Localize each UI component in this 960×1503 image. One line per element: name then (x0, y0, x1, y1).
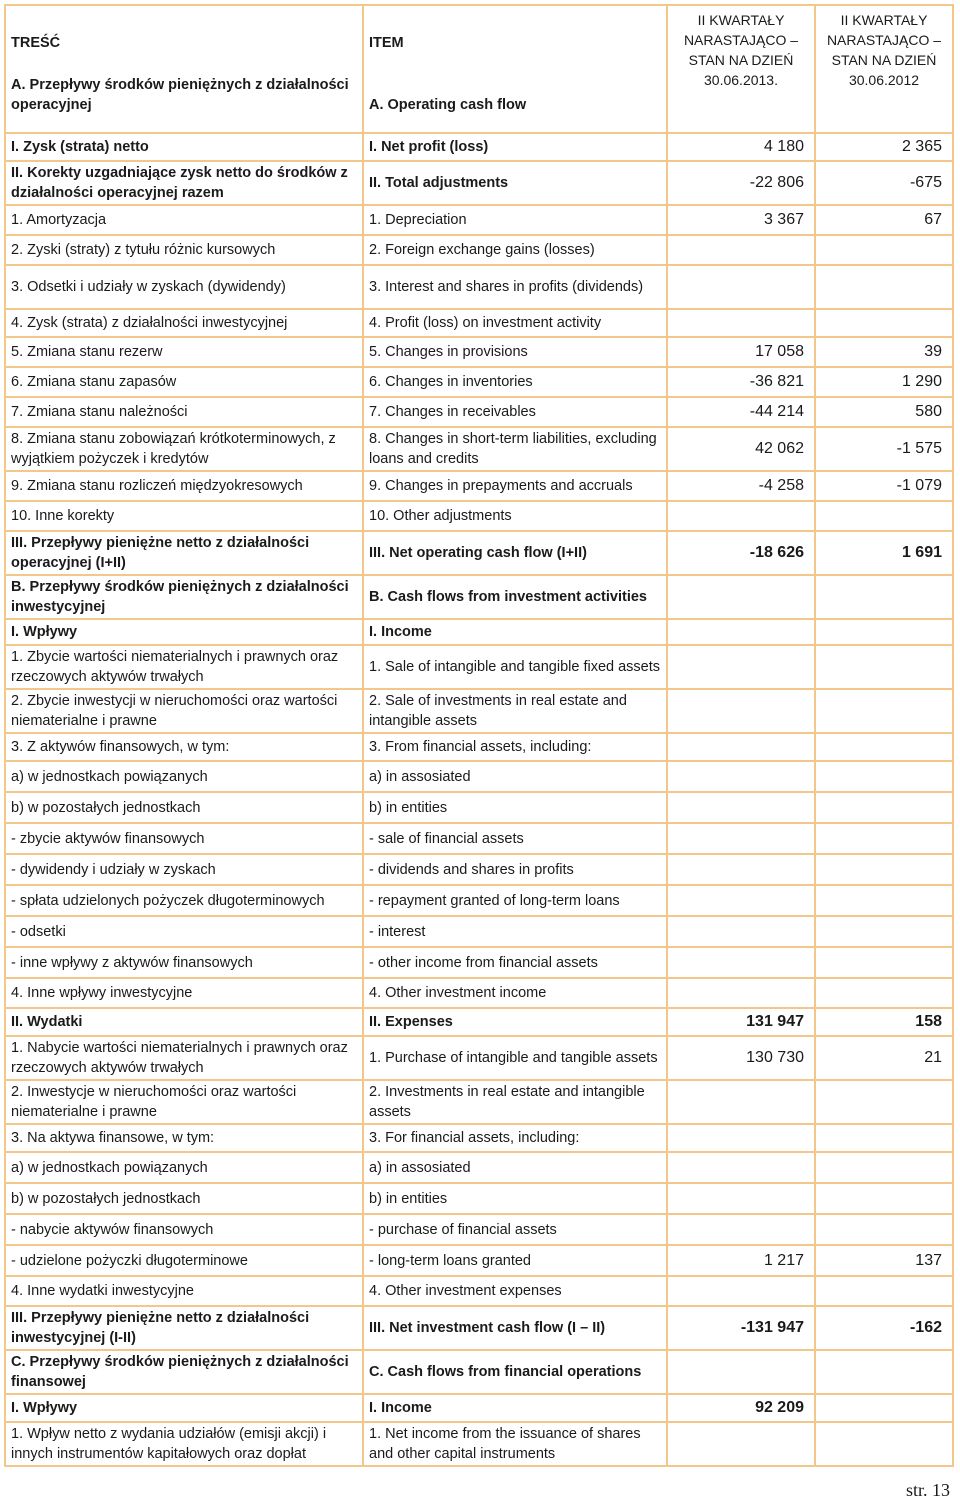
value-2013 (667, 823, 815, 854)
value-2013: 92 209 (667, 1394, 815, 1422)
value-2012 (815, 947, 953, 978)
table-row (5, 1394, 953, 1422)
item-label-pl: 9. Zmiana stanu rozliczeń międzyokresowych (5, 471, 363, 501)
header-polish-column (5, 5, 363, 133)
item-label-pl: C. Przepływy środków pieniężnych z działalności finansowej (5, 1350, 363, 1394)
item-label-pl: a) w jednostkach powiązanych (5, 761, 363, 792)
item-label-en: C. Cash flows from financial operations (363, 1350, 667, 1394)
table-row (5, 471, 953, 501)
value-2012 (815, 1152, 953, 1183)
value-2013: -18 626 (667, 531, 815, 575)
item-label-pl: 4. Inne wydatki inwestycyjne (5, 1276, 363, 1306)
value-2012 (815, 1080, 953, 1124)
table-row (5, 1183, 953, 1214)
table-row (5, 792, 953, 823)
item-label-en: 5. Changes in provisions (363, 337, 667, 367)
item-label-pl: B. Przepływy środków pieniężnych z działalności inwestycyjnej (5, 575, 363, 619)
value-2012 (815, 645, 953, 689)
table-row (5, 501, 953, 531)
item-label-pl: 3. Odsetki i udziały w zyskach (dywidendy) (5, 265, 363, 309)
value-2013 (667, 1124, 815, 1152)
value-2012: 137 (815, 1245, 953, 1276)
item-label-en: a) in assosiated (363, 761, 667, 792)
header-2012-line: STAN NA DZIEŃ (831, 52, 937, 68)
table-row (5, 427, 953, 471)
value-2013 (667, 689, 815, 733)
value-2012: -675 (815, 161, 953, 205)
item-label-pl: - dywidendy i udziały w zyskach (5, 854, 363, 885)
item-label-en: - dividends and shares in profits (363, 854, 667, 885)
item-label-en: I. Net profit (loss) (363, 133, 667, 161)
value-2013: 130 730 (667, 1036, 815, 1080)
value-2013: -22 806 (667, 161, 815, 205)
header-2013-line: STAN NA DZIEŃ (688, 52, 794, 68)
item-label-pl: - nabycie aktywów finansowych (5, 1214, 363, 1245)
value-2013 (667, 854, 815, 885)
value-2013 (667, 1276, 815, 1306)
item-label-en: - long-term loans granted (363, 1245, 667, 1276)
item-label-en: 2. Sale of investments in real estate and intangible assets (363, 689, 667, 733)
value-2012: 2 365 (815, 133, 953, 161)
header-2013-line: II KWARTAŁY (697, 12, 785, 28)
value-2013: -4 258 (667, 471, 815, 501)
value-2012: 1 290 (815, 367, 953, 397)
header-2012-line: NARASTAJĄCO – (826, 32, 942, 48)
value-2012: 158 (815, 1008, 953, 1036)
item-label-en: - interest (363, 916, 667, 947)
table-row (5, 1276, 953, 1306)
header-2012-line: 30.06.2012 (848, 72, 920, 88)
value-2013 (667, 1152, 815, 1183)
value-2013: 17 058 (667, 337, 815, 367)
item-label-pl: 1. Nabycie wartości niematerialnych i prawnych oraz rzeczowych aktywów trwałych (5, 1036, 363, 1080)
table-row (5, 1350, 953, 1394)
value-2013 (667, 265, 815, 309)
value-2012: -1 079 (815, 471, 953, 501)
item-label-en: I. Income (363, 619, 667, 645)
table-row (5, 309, 953, 337)
item-label-pl: 8. Zmiana stanu zobowiązań krótkoterminowych, z wyjątkiem pożyczek i kredytów (5, 427, 363, 471)
table-row (5, 133, 953, 161)
item-label-pl: II. Korekty uzgadniające zysk netto do środków z działalności operacyjnej razem (5, 161, 363, 205)
table-row (5, 689, 953, 733)
item-label-en: 4. Profit (loss) on investment activity (363, 309, 667, 337)
item-label-pl: 2. Zbycie inwestycji w nieruchomości oraz wartości niematerialne i prawne (5, 689, 363, 733)
item-label-en: 1. Depreciation (363, 205, 667, 235)
value-2012: 580 (815, 397, 953, 427)
item-label-en: 6. Changes in inventories (363, 367, 667, 397)
table-row (5, 367, 953, 397)
item-label-en: - repayment granted of long-term loans (363, 885, 667, 916)
header-title-pl: TREŚĆ (11, 35, 61, 51)
table-row (5, 1245, 953, 1276)
value-2013 (667, 1214, 815, 1245)
value-2012: 67 (815, 205, 953, 235)
table-header-row (5, 5, 953, 133)
item-label-pl: I. Wpływy (5, 619, 363, 645)
value-2012 (815, 823, 953, 854)
value-2012 (815, 733, 953, 761)
item-label-en: 4. Other investment expenses (363, 1276, 667, 1306)
item-label-en: II. Total adjustments (363, 161, 667, 205)
item-label-pl: III. Przepływy pieniężne netto z działalności inwestycyjnej (I-II) (5, 1306, 363, 1350)
value-2012: -162 (815, 1306, 953, 1350)
table-row (5, 619, 953, 645)
value-2013 (667, 575, 815, 619)
item-label-en: 2. Investments in real estate and intangible assets (363, 1080, 667, 1124)
item-label-en: III. Net operating cash flow (I+II) (363, 531, 667, 575)
value-2013: -44 214 (667, 397, 815, 427)
value-2013 (667, 1080, 815, 1124)
item-label-pl: 7. Zmiana stanu należności (5, 397, 363, 427)
value-2012: 1 691 (815, 531, 953, 575)
value-2013 (667, 792, 815, 823)
table-row (5, 1214, 953, 1245)
table-row (5, 761, 953, 792)
table-row (5, 265, 953, 309)
item-label-en: - purchase of financial assets (363, 1214, 667, 1245)
header-period-2012 (815, 5, 953, 133)
value-2012 (815, 1350, 953, 1394)
item-label-pl: - udzielone pożyczki długoterminowe (5, 1245, 363, 1276)
item-label-en: II. Expenses (363, 1008, 667, 1036)
value-2012 (815, 501, 953, 531)
value-2012: -1 575 (815, 427, 953, 471)
item-label-en: 3. From financial assets, including: (363, 733, 667, 761)
value-2013: 4 180 (667, 133, 815, 161)
value-2012 (815, 1394, 953, 1422)
item-label-en: 1. Net income from the issuance of shares and other capital instruments (363, 1422, 667, 1466)
header-2013-line: 30.06.2013. (704, 72, 778, 88)
value-2013 (667, 309, 815, 337)
cash-flow-statement (4, 4, 952, 1467)
value-2013 (667, 645, 815, 689)
table-row (5, 854, 953, 885)
table-row (5, 1036, 953, 1080)
value-2012 (815, 575, 953, 619)
item-label-en: 3. For financial assets, including: (363, 1124, 667, 1152)
value-2012 (815, 761, 953, 792)
item-label-en: b) in entities (363, 1183, 667, 1214)
header-2012-line: II KWARTAŁY (840, 12, 928, 28)
page-number: str. 13 (905, 1480, 950, 1500)
item-label-pl: I. Zysk (strata) netto (5, 133, 363, 161)
value-2013 (667, 1422, 815, 1466)
value-2012 (815, 1214, 953, 1245)
item-label-pl: - zbycie aktywów finansowych (5, 823, 363, 854)
header-english-column (363, 5, 667, 133)
value-2012 (815, 978, 953, 1008)
item-label-pl: I. Wpływy (5, 1394, 363, 1422)
item-label-en: 1. Sale of intangible and tangible fixed assets (363, 645, 667, 689)
table-row (5, 205, 953, 235)
value-2012 (815, 1276, 953, 1306)
table-row (5, 1306, 953, 1350)
item-label-pl: 10. Inne korekty (5, 501, 363, 531)
header-2013-line: NARASTAJĄCO – (683, 32, 799, 48)
item-label-pl: b) w pozostałych jednostkach (5, 792, 363, 823)
table-row (5, 645, 953, 689)
section-title-pl: A. Przepływy środków pieniężnych z działalności operacyjnej (11, 77, 349, 113)
table-row (5, 531, 953, 575)
value-2012 (815, 792, 953, 823)
value-2013 (667, 733, 815, 761)
item-label-en: I. Income (363, 1394, 667, 1422)
table-row (5, 1124, 953, 1152)
item-label-pl: 1. Wpływ netto z wydania udziałów (emisji akcji) i innych instrumentów kapitałowych oraz dopłat (5, 1422, 363, 1466)
item-label-en: 3. Interest and shares in profits (dividends) (363, 265, 667, 309)
item-label-pl: 6. Zmiana stanu zapasów (5, 367, 363, 397)
value-2012 (815, 619, 953, 645)
value-2013 (667, 885, 815, 916)
item-label-en: B. Cash flows from investment activities (363, 575, 667, 619)
value-2012 (815, 235, 953, 265)
table-row (5, 947, 953, 978)
value-2013 (667, 235, 815, 265)
value-2012 (815, 265, 953, 309)
item-label-pl: 5. Zmiana stanu rezerw (5, 337, 363, 367)
item-label-pl: 2. Inwestycje w nieruchomości oraz wartości niematerialne i prawne (5, 1080, 363, 1124)
item-label-pl: 4. Inne wpływy inwestycyjne (5, 978, 363, 1008)
value-2013: 3 367 (667, 205, 815, 235)
table-row (5, 885, 953, 916)
value-2012: 21 (815, 1036, 953, 1080)
item-label-en: 7. Changes in receivables (363, 397, 667, 427)
table-row (5, 161, 953, 205)
value-2012 (815, 1124, 953, 1152)
table-row (5, 397, 953, 427)
header-period-2013 (667, 5, 815, 133)
value-2013 (667, 1350, 815, 1394)
item-label-en: 2. Foreign exchange gains (losses) (363, 235, 667, 265)
value-2013: -36 821 (667, 367, 815, 397)
item-label-en: 9. Changes in prepayments and accruals (363, 471, 667, 501)
value-2013 (667, 1183, 815, 1214)
value-2013 (667, 619, 815, 645)
cash-flow-table (4, 4, 954, 1467)
item-label-en: - other income from financial assets (363, 947, 667, 978)
table-row (5, 733, 953, 761)
item-label-en: 1. Purchase of intangible and tangible assets (363, 1036, 667, 1080)
table-row (5, 1152, 953, 1183)
table-row (5, 1080, 953, 1124)
item-label-en: 4. Other investment income (363, 978, 667, 1008)
value-2013 (667, 916, 815, 947)
item-label-pl: III. Przepływy pieniężne netto z działalności operacyjnej (I+II) (5, 531, 363, 575)
table-row (5, 575, 953, 619)
item-label-pl: II. Wydatki (5, 1008, 363, 1036)
value-2013 (667, 761, 815, 792)
item-label-en: b) in entities (363, 792, 667, 823)
value-2012 (815, 854, 953, 885)
item-label-en: - sale of financial assets (363, 823, 667, 854)
item-label-pl: - odsetki (5, 916, 363, 947)
item-label-en: a) in assosiated (363, 1152, 667, 1183)
item-label-pl: 1. Zbycie wartości niematerialnych i prawnych oraz rzeczowych aktywów trwałych (5, 645, 363, 689)
item-label-pl: 3. Z aktywów finansowych, w tym: (5, 733, 363, 761)
table-row (5, 235, 953, 265)
value-2012 (815, 689, 953, 733)
item-label-pl: 2. Zyski (straty) z tytułu różnic kursowych (5, 235, 363, 265)
value-2012 (815, 1183, 953, 1214)
value-2012: 39 (815, 337, 953, 367)
item-label-pl: - spłata udzielonych pożyczek długoterminowych (5, 885, 363, 916)
value-2013: 131 947 (667, 1008, 815, 1036)
table-row (5, 337, 953, 367)
table-row (5, 1008, 953, 1036)
item-label-pl: b) w pozostałych jednostkach (5, 1183, 363, 1214)
item-label-en: III. Net investment cash flow (I – II) (363, 1306, 667, 1350)
item-label-pl: 3. Na aktywa finansowe, w tym: (5, 1124, 363, 1152)
value-2013 (667, 978, 815, 1008)
table-row (5, 978, 953, 1008)
table-row (5, 916, 953, 947)
value-2012 (815, 916, 953, 947)
value-2013: -131 947 (667, 1306, 815, 1350)
value-2013: 1 217 (667, 1245, 815, 1276)
table-row (5, 1422, 953, 1466)
value-2012 (815, 885, 953, 916)
item-label-en: 10. Other adjustments (363, 501, 667, 531)
table-row (5, 823, 953, 854)
item-label-pl: - inne wpływy z aktywów finansowych (5, 947, 363, 978)
item-label-pl: a) w jednostkach powiązanych (5, 1152, 363, 1183)
value-2013: 42 062 (667, 427, 815, 471)
value-2013 (667, 501, 815, 531)
header-title-en: ITEM (369, 35, 404, 51)
item-label-pl: 1. Amortyzacja (5, 205, 363, 235)
value-2013 (667, 947, 815, 978)
value-2012 (815, 309, 953, 337)
item-label-en: 8. Changes in short-term liabilities, excluding loans and credits (363, 427, 667, 471)
section-title-en: A. Operating cash flow (369, 97, 527, 113)
value-2012 (815, 1422, 953, 1466)
item-label-pl: 4. Zysk (strata) z działalności inwestycyjnej (5, 309, 363, 337)
